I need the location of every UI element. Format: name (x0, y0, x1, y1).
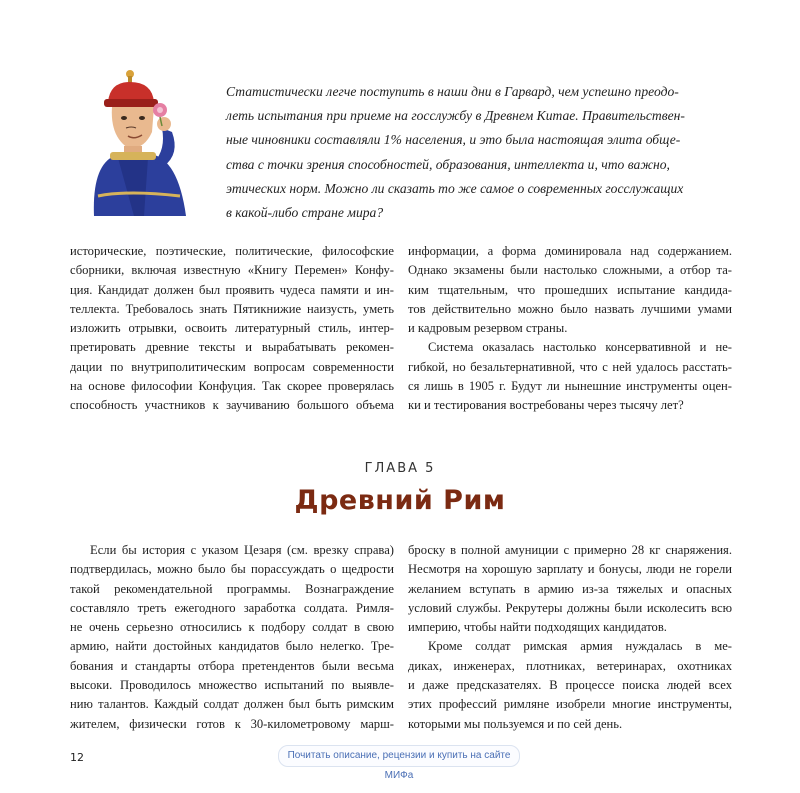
page-number: 12 (70, 751, 84, 764)
quote-line: ства с точки зрения способностей, образования, интеллекта и, что важно, (226, 156, 670, 172)
bottom-right-column (408, 541, 732, 734)
text-line: диках, инженерах, плотниках, ветеринарах, охотниках (408, 658, 732, 673)
text-line: исторические, поэтические, политические, философские (70, 244, 394, 258)
chapter-title: Древний Рим (294, 485, 506, 516)
text-line: Несмотря на хорошую зарплату и бонусы, люди не горели (408, 562, 732, 577)
text-line: условий службы. Рекрутеры должны были исколесить всю (408, 600, 732, 615)
text-line: жителем, физически готов к 30-километровому марш- (70, 716, 394, 731)
text-line: способность участников к заучиванию большого объема (70, 398, 394, 413)
quote-line: в какой-либо стране мира? (226, 205, 384, 221)
text-line: империю, чтобы найти подходящих кандидатов. (408, 620, 667, 635)
text-line: ся лишь в 1905 г. Будут ли нынешние инструменты оцен- (408, 379, 732, 394)
text-line: и кадровым резервом страны. (408, 321, 568, 336)
text-line: армию, найти достойных кандидатов было нелегко. Тре- (70, 639, 394, 654)
text-line: на основе философии Конфуция. Так скорее проверялась (70, 379, 394, 394)
text-line: ция. Кандидат должен был проявить чудеса памяти и ин- (70, 282, 394, 297)
text-line: Система оказалась настолько консервативной и не- (428, 340, 732, 355)
quote-line: леть испытания при приеме на госслужбу в Древнем Китае. Правительствен- (226, 108, 685, 124)
text-line: тов действительно можно было назвать лучшими умами (408, 301, 732, 316)
text-line: и даже предсказателях. В процессе поиска людей всех (408, 678, 732, 693)
text-line: гибкой, но безальтернативной, что с ней удалось расстать- (408, 359, 732, 374)
quote-block (226, 80, 718, 225)
bottom-left-column (70, 541, 394, 734)
text-line: изложить отрывки, освоить литературный стиль, интер- (70, 321, 394, 336)
text-line: ким тщательным, что прошедших испытание кандида- (408, 282, 732, 297)
top-right-column (408, 242, 732, 416)
text-line: желанием вступать в армию из-за тяжелых и опасных (408, 581, 732, 596)
text-line: информации, а форма доминировала над содержанием. (408, 244, 732, 258)
text-line: Если бы история с указом Цезаря (см. врезку справа) (90, 543, 394, 557)
text-line: бования и стандарты отбора претендентов были весьма (70, 658, 394, 673)
text-line: броску в полной амуниции с примерно 28 кг снаряжения. (408, 543, 732, 557)
text-line: нию талантов. Каждый солдат должен был быть римским (70, 697, 394, 712)
chinese-official-illustration (88, 66, 208, 218)
text-line: сборники, включая известную «Книгу Перемен» Конфу- (70, 263, 394, 278)
chapter-label: ГЛАВА 5 (364, 461, 436, 476)
top-left-column (70, 242, 394, 416)
quote-line: Статистически легче поступить в наши дни в Гарвард, чем успешно преодо- (226, 84, 679, 99)
text-line: ки и тестирования востребованы через тысячу лет? (408, 398, 684, 413)
text-line: дации по внутриполитическим вопросам современности (70, 359, 394, 374)
promo-link[interactable]: Почитать описание, рецензии и купить на сайте МИФа (278, 745, 520, 767)
text-line: теллекта. Требовалось знать Пятикнижие наизусть, уметь (70, 301, 394, 316)
quote-line: ные чиновники составляли 1% населения, и это была настоящая элита обще- (226, 132, 681, 148)
text-line: высоки. Проводилось множество испытаний по выявле- (70, 678, 394, 693)
text-line: этих профессий римляне изобрели многие инструменты, (408, 697, 732, 712)
text-line: подтвердилась, можно было бы порассуждать о щедрости (70, 562, 394, 577)
text-line: не очень серьезно относились к подбору солдат в свою (70, 620, 394, 635)
text-line: составляло треть ежегодного заработка солдата. Римля- (70, 600, 394, 615)
text-line: претировать древние тексты и вырабатывать рекомен- (70, 340, 394, 355)
quote-line: этических норм. Можно ли сказать то же самое о современных госслужащих (226, 180, 684, 196)
text-line: которыми мы пользуемся и по сей день. (408, 716, 623, 731)
text-line: Однако экзамены были настолько сложными, а отбор та- (408, 263, 732, 278)
text-line: такой рекомендательной программы. Вознаграждение (70, 581, 394, 596)
text-line: Кроме солдат римская армия нуждалась в ме- (428, 639, 732, 654)
